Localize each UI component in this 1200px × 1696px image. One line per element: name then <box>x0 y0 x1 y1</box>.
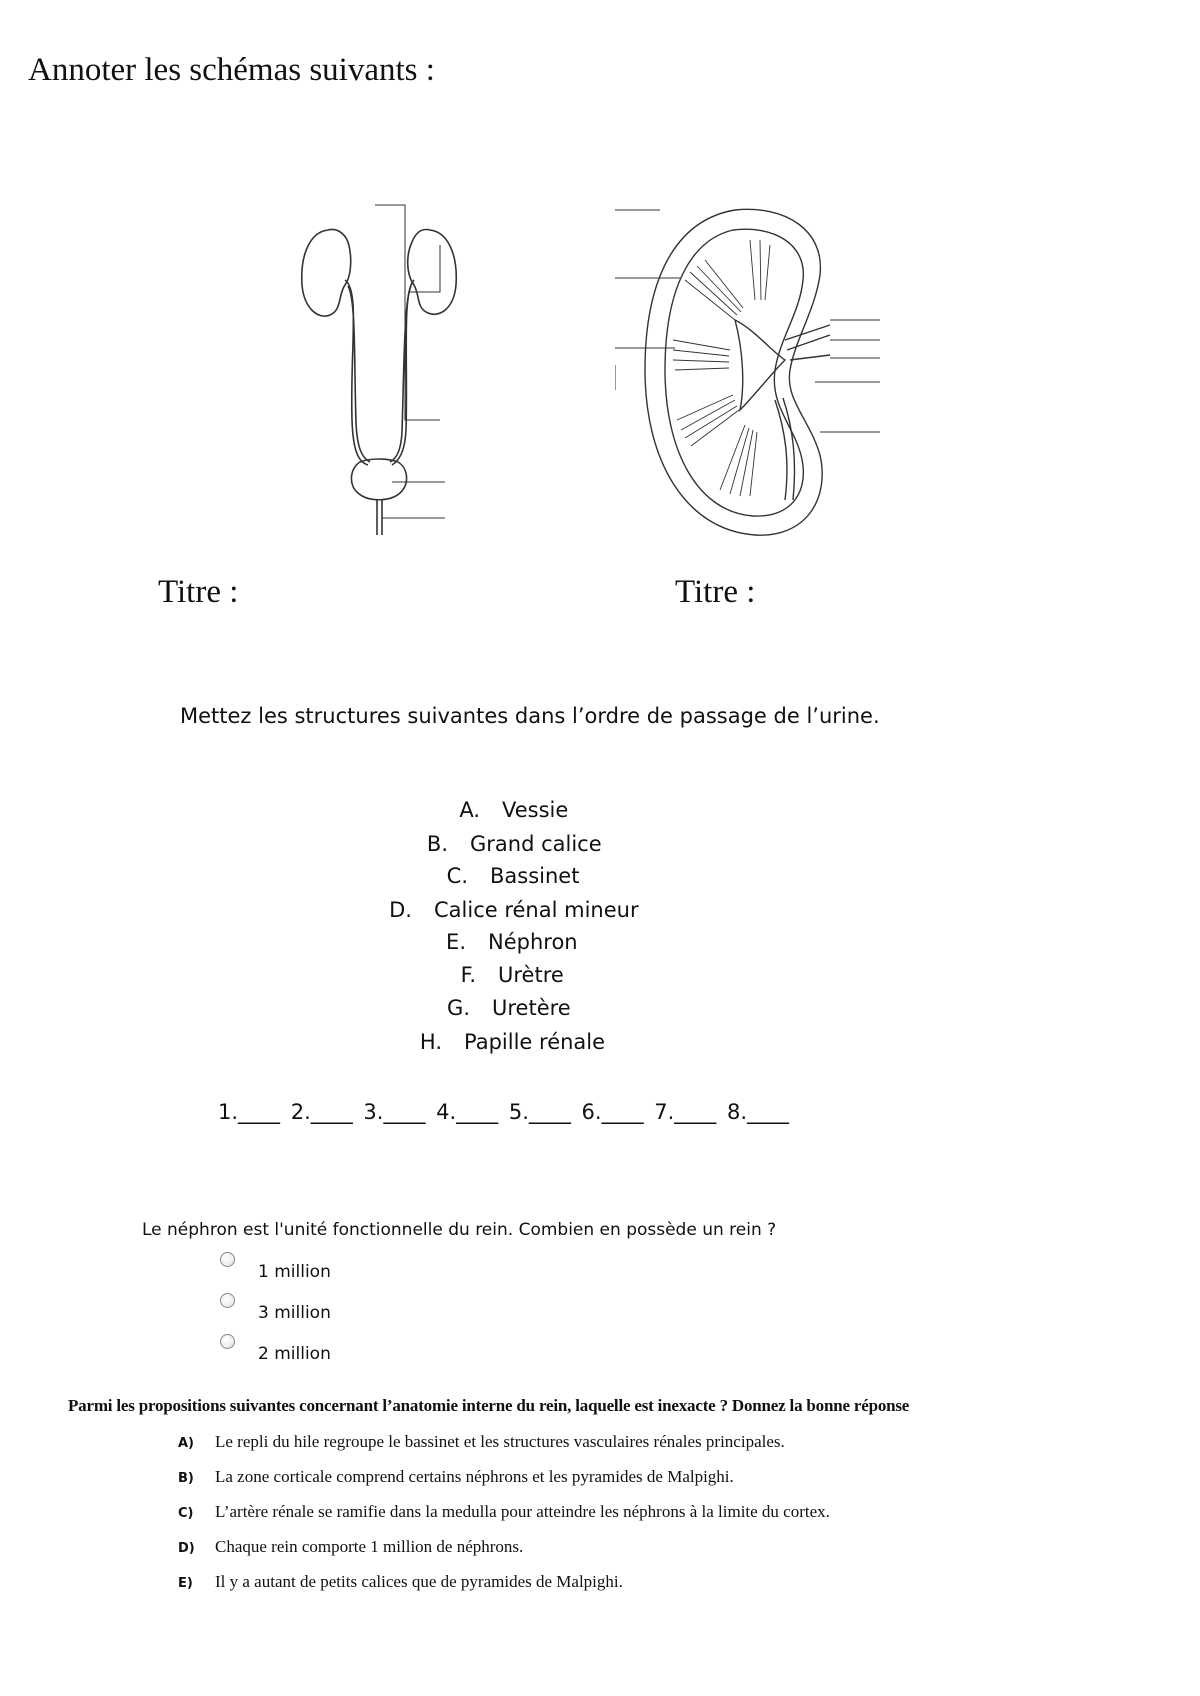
mcq-question: Parmi les propositions suivantes concernant l’anatomie interne du rein, laquelle est inexacte ? Donnez la bonne réponse <box>68 1396 910 1415</box>
ureter-section <box>775 398 795 500</box>
structure-name: Néphron <box>488 930 578 954</box>
structure-item <box>389 898 639 922</box>
structure-letter: H. <box>419 1030 442 1054</box>
renal-pelvis <box>735 320 785 410</box>
structure-letter: B. <box>426 832 448 856</box>
structure-name: Grand calice <box>470 832 602 856</box>
structure-name: Bassinet <box>490 864 580 888</box>
structure-name: Papille rénale <box>464 1030 606 1054</box>
mcq-option-e[interactable] <box>178 1572 623 1592</box>
option-text: L’artère rénale se ramifie dans la medulla pour atteindre les néphrons à la limite du cortex. <box>215 1502 830 1521</box>
diagram-title-left: Titre : <box>158 574 239 610</box>
page-heading: Annoter les schémas suivants : <box>28 52 435 88</box>
kidney-cortex <box>665 229 803 516</box>
left-kidney <box>302 230 351 317</box>
option-letter: A) <box>178 1436 195 1451</box>
structure-name: Calice rénal mineur <box>434 898 639 922</box>
structure-item <box>426 832 602 856</box>
structure-item <box>446 930 578 954</box>
right-ureter-inner <box>390 286 411 462</box>
pyramid <box>750 240 770 300</box>
option-text: La zone corticale comprend certains néphrons et les pyramides de Malpighi. <box>215 1467 734 1486</box>
ordering-instruction: Mettez les structures suivantes dans l’ordre de passage de l’urine. <box>180 704 880 728</box>
structure-letter: G. <box>447 996 470 1020</box>
option-label: 2 million <box>258 1344 331 1364</box>
radio-button[interactable] <box>220 1293 235 1308</box>
pyramid <box>673 340 730 370</box>
left-ureter-inner <box>348 286 370 462</box>
option-label: 3 million <box>258 1303 331 1323</box>
structure-letter: F. <box>460 963 476 987</box>
mcq-option-b[interactable] <box>178 1467 734 1487</box>
radio-button[interactable] <box>220 1334 235 1349</box>
pyramid <box>677 395 739 446</box>
renal-vessels <box>785 325 830 360</box>
mcq-option-d[interactable] <box>178 1537 523 1557</box>
structure-item <box>460 963 564 987</box>
urethra <box>377 500 382 535</box>
structure-name: Urètre <box>498 963 564 987</box>
kidney-capsule <box>645 209 822 535</box>
structure-letter: E. <box>446 930 466 954</box>
option-text: Chaque rein comporte 1 million de néphrons. <box>215 1537 524 1556</box>
leader-lines-left <box>615 210 680 392</box>
diagram-title-right: Titre : <box>675 574 756 610</box>
radio-button[interactable] <box>220 1252 235 1267</box>
structure-letter: D. <box>389 898 412 922</box>
structure-letter: C. <box>446 864 468 888</box>
structure-item <box>447 996 571 1020</box>
option-letter: C) <box>178 1506 194 1521</box>
urinary-system-diagram <box>290 200 470 540</box>
mcq-option-c[interactable] <box>178 1502 830 1522</box>
right-kidney <box>408 230 457 315</box>
pyramid <box>720 425 757 496</box>
structure-name: Vessie <box>502 798 569 822</box>
nephron-question: Le néphron est l'unité fonctionnelle du rein. Combien en possède un rein ? <box>142 1220 777 1240</box>
structure-name: Uretère <box>492 996 571 1020</box>
option-text: Il y a autant de petits calices que de pyramides de Malpighi. <box>215 1572 623 1591</box>
answer-blanks[interactable]: 1.____ 2.____ 3.____ 4.____ 5.____ 6.____ 7.____ 8.____ <box>218 1100 790 1124</box>
option-letter: B) <box>178 1471 194 1486</box>
pyramid <box>685 260 743 320</box>
option-label: 1 million <box>258 1262 331 1282</box>
structure-item <box>459 798 569 822</box>
structure-item <box>419 1030 606 1054</box>
option-text: Le repli du hile regroupe le bassinet et les structures vasculaires rénales principales. <box>215 1432 785 1451</box>
mcq-option-a[interactable] <box>178 1432 785 1452</box>
option-letter: E) <box>178 1576 193 1591</box>
structure-item <box>446 864 580 888</box>
bladder <box>351 459 406 500</box>
kidney-section-diagram <box>615 200 915 540</box>
structure-letter: A. <box>459 798 480 822</box>
option-letter: D) <box>178 1541 195 1556</box>
